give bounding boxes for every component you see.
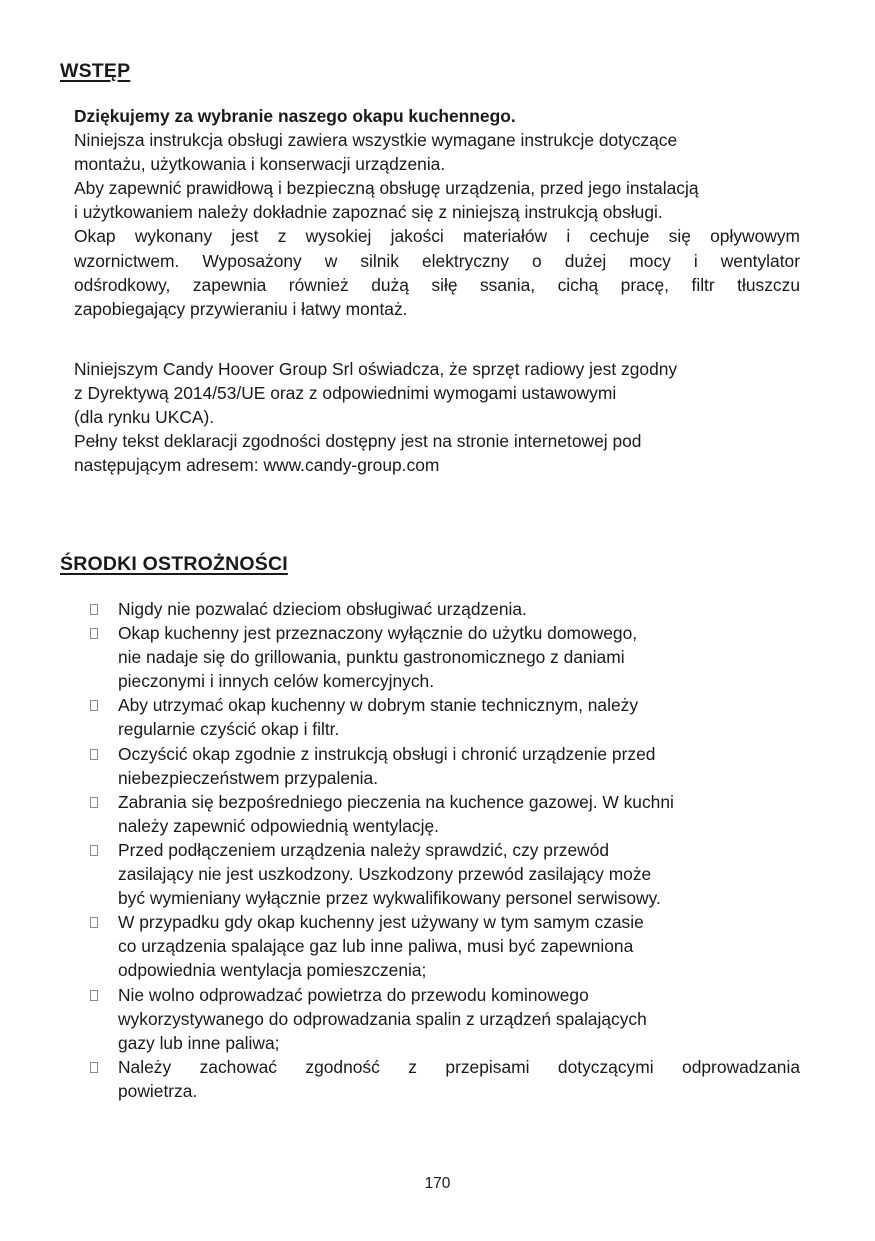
safety-item-line: Nigdy nie pozwalać dzieciom obsługiwać urządzenia. (118, 599, 527, 619)
intro-text-line: Aby zapewnić prawidłową i bezpieczną obsługę urządzenia, przed jego instalacją (74, 178, 699, 199)
safety-item-line: Zabrania się bezpośredniego pieczenia na kuchence gazowej. W kuchni (118, 791, 674, 812)
bullet-box-icon (90, 917, 98, 928)
safety-precautions-list (86, 597, 800, 1103)
bullet-box-icon (90, 749, 98, 760)
safety-list-item (86, 742, 800, 790)
safety-list-item (86, 910, 800, 982)
intro-text-line: montażu, użytkowania i konserwacji urządzenia. (74, 154, 446, 175)
bullet-box-icon (90, 1062, 98, 1073)
bullet-box-icon (90, 700, 98, 711)
safety-list-item (86, 597, 800, 621)
page-number: 170 (424, 1175, 451, 1192)
safety-item-line: zasilający nie jest uszkodzony. Uszkodzony przewód zasilający może (118, 864, 652, 885)
declaration-text-line: z Dyrektywą 2014/53/UE oraz z odpowiednimi wymogami ustawowymi (74, 383, 617, 404)
safety-item-line: regularnie czyścić okap i filtr. (118, 719, 340, 740)
safety-item-line: nie nadaje się do grillowania, punktu gastronomicznego z daniami (118, 647, 625, 668)
declaration-text-line: Pełny tekst deklaracji zgodności dostępny jest na stronie internetowej pod (74, 431, 642, 452)
safety-list-item (86, 621, 800, 693)
safety-list-item (86, 983, 800, 1055)
declaration-paragraph (74, 357, 800, 477)
intro-thanks-line: Dziękujemy za wybranie naszego okapu kuchennego. (74, 106, 516, 126)
safety-item-line: wykorzystywanego do odprowadzania spalin z urządzeń spalających (118, 1008, 647, 1029)
bullet-box-icon (90, 990, 98, 1001)
intro-paragraph (74, 104, 800, 321)
intro-text-line: Okap wykonany jest z wysokiej jakości materiałów i cechuje się opływowym (74, 226, 800, 247)
safety-list-item (86, 693, 800, 741)
bullet-box-icon (90, 845, 98, 856)
safety-item-line: powietrza. (118, 1080, 198, 1101)
safety-list-item (86, 1055, 800, 1103)
safety-item-line: Przed podłączeniem urządzenia należy sprawdzić, czy przewód (118, 839, 610, 860)
safety-item-line: co urządzenia spalające gaz lub inne paliwa, musi być zapewniona (118, 936, 634, 957)
section-heading-safety: ŚRODKI OSTROŻNOŚCI (60, 553, 288, 575)
safety-item-line: Należy zachować zgodność z przepisami dotyczącymi odprowadzania (118, 1056, 800, 1077)
safety-item-line: Oczyścić okap zgodnie z instrukcją obsługi i chronić urządzenie przed (118, 743, 656, 764)
safety-item-line: pieczonymi i innych celów komercyjnych. (118, 671, 435, 692)
safety-item-line: W przypadku gdy okap kuchenny jest używany w tym samym czasie (118, 912, 644, 933)
safety-item-line: gazy lub inne paliwa; (118, 1032, 280, 1053)
safety-list-item (86, 838, 800, 910)
intro-text-line: Niniejsza instrukcja obsługi zawiera wszystkie wymagane instrukcje dotyczące (74, 130, 678, 151)
intro-text-line: odśrodkowy, zapewnia również dużą siłę ssania, cichą pracę, filtr tłuszczu (74, 274, 800, 295)
intro-text-line: i użytkowaniem należy dokładnie zapoznać się z niniejszą instrukcją obsługi. (74, 202, 663, 223)
section-heading-intro: WSTĘP (60, 60, 131, 82)
bullet-box-icon (90, 797, 98, 808)
intro-text-line: zapobiegający przywieraniu i łatwy montaż. (74, 298, 408, 319)
safety-item-line: odpowiednia wentylacja pomieszczenia; (118, 960, 427, 981)
safety-item-line: Aby utrzymać okap kuchenny w dobrym stanie technicznym, należy (118, 695, 639, 716)
bullet-box-icon (90, 604, 98, 615)
intro-text-line: wzornictwem. Wyposażony w silnik elektryczny o dużej mocy i wentylator (74, 250, 800, 271)
declaration-text-line: następującym adresem: www.candy-group.com (74, 455, 440, 476)
declaration-text-line: Niniejszym Candy Hoover Group Srl oświadcza, że sprzęt radiowy jest zgodny (74, 359, 678, 379)
safety-item-line: niebezpieczeństwem przypalenia. (118, 767, 379, 788)
safety-item-line: być wymieniany wyłącznie przez wykwalifikowany personel serwisowy. (118, 888, 661, 909)
safety-item-line: należy zapewnić odpowiednią wentylację. (118, 815, 439, 836)
safety-list-item (86, 790, 800, 838)
safety-item-line: Okap kuchenny jest przeznaczony wyłącznie do użytku domowego, (118, 623, 638, 644)
bullet-box-icon (90, 628, 98, 639)
safety-item-line: Nie wolno odprowadzać powietrza do przewodu kominowego (118, 984, 589, 1005)
declaration-text-line: (dla rynku UKCA). (74, 407, 215, 428)
